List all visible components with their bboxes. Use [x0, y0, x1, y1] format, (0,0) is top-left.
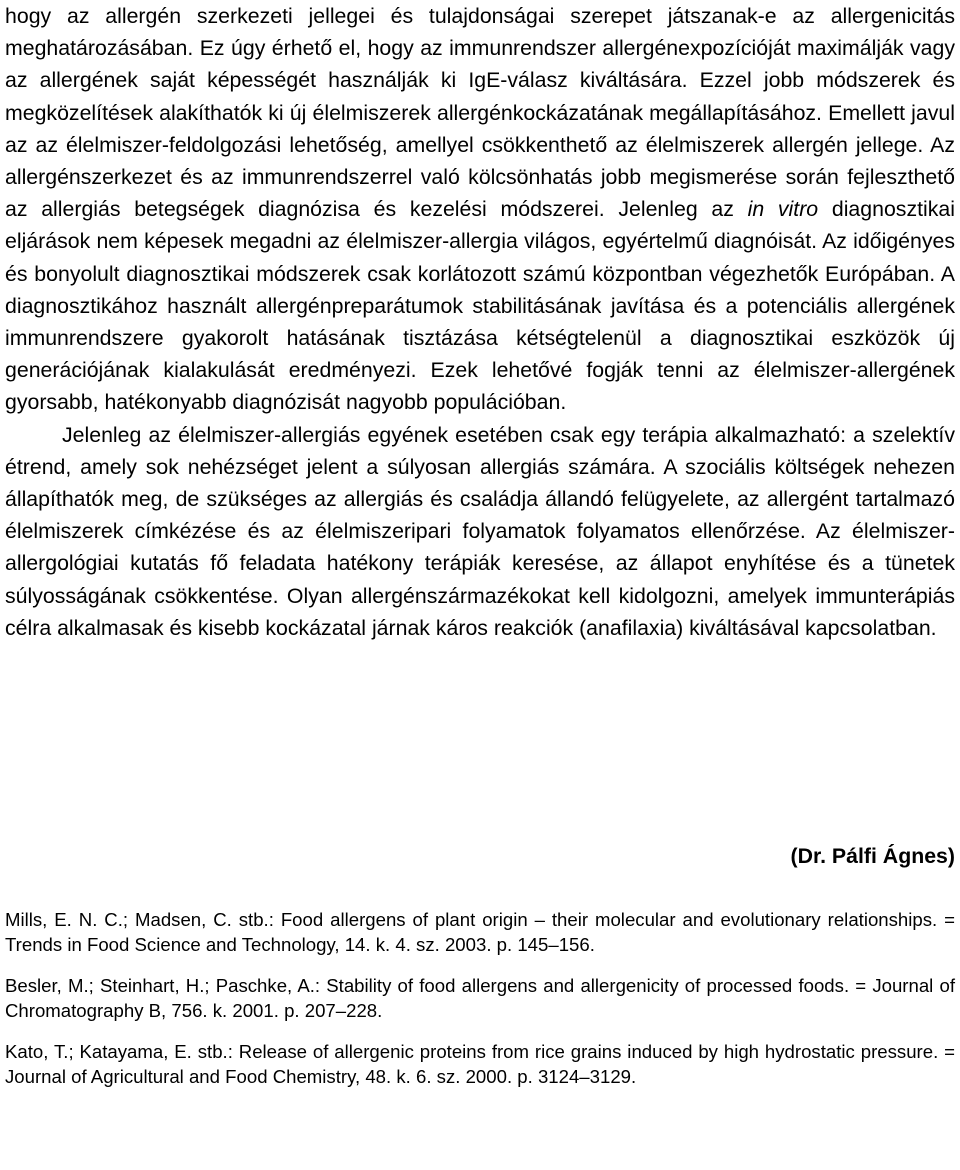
reference-list [5, 908, 955, 1106]
reference-item: Besler, M.; Steinhart, H.; Paschke, A.: Stability of food allergens and allergenicity of processed foods. = Journal of Chromatography B, 756. k. 2001. p. 207–228. [5, 975, 955, 1021]
paragraph-1-text-b: diagnosztikai eljárások nem képesek megadni az élelmiszer-allergia világos, egyértelmű diagnóisát. Az időigényes és bonyolult diagnosztikai módszerek csak korlátozott számú központban végezhetők Európában. A diagnosztikához használt allergénpreparátumok stabilitásának javítása és a potenciális allergének immunrendszere gyakorolt hatásának tisztázása kétségtelenül a diagnosztikai eszközök új generációjának kialakulását eredményezi. Ezek lehetővé fogják tenni az élelmiszer-allergének gyorsabb, hatékonyabb diagnózisát nagyobb populációban. [5, 197, 955, 415]
paragraph-2: Jelenleg az élelmiszer-allergiás egyének esetében csak egy terápia alkalmazható: a szelektív étrend, amely sok nehézséget jelent a súlyosan allergiás számára. A szociális költségek nehezen állapíthatók meg, de szükséges az allergiás és családja állandó felügyelete, az allergént tartalmazó élelmiszerek címkézése és az élelmiszeripari folyamatok folyamatos ellenőrzése. Az élelmiszer-allergológiai kutatás fő feladata hatékony terápiák keresése, az állapot enyhítése és a tünetek súlyosságának csökkentése. Olyan allergénszármazékokat kell kidolgozni, amelyek immunterápiás célra alkalmasak és kisebb kockázatal járnak káros reakciók (anafilaxia) kiváltásával kapcsolatban. [5, 422, 955, 640]
reference-item: Kato, T.; Katayama, E. stb.: Release of allergenic proteins from rice grains induced by high hydrostatic pressure. = Journal of Agricultural and Food Chemistry, 48. k. 6. sz. 2000. p. 3124–3129. [5, 1041, 955, 1087]
document-page [5, 0, 955, 1087]
paragraph-1 [5, 0, 955, 419]
paragraph-1-italic: in vitro [747, 197, 819, 222]
paragraph-1-text-a: hogy az allergén szerkezeti jellegei és tulajdonságai szerepet játszanak-e az allergenicitás meghatározásában. Ez úgy érhető el, hogy az immunrendszer allergénexpozícióját maximálják vagy az allergének saját képességét használják ki IgE-válasz kiváltására. Ezzel jobb módszerek és megközelítések alakíthatók ki új élelmiszerek allergénkockázatának megállapításához. Emellett javul az az élelmiszer-feldolgozási lehetőség, amellyel csökkenthető az élelmiszerek allergén jellege. Az allergénszerkezet és az immunrendszerrel való kölcsönhatás jobb megismerése során fejleszthető az allergiás betegségek diagnózisa és kezelési módszerei. Jelenleg az [5, 4, 955, 222]
author-signature: (Dr. Pálfi Ágnes) [790, 844, 955, 868]
reference-item: Mills, E. N. C.; Madsen, C. stb.: Food allergens of plant origin – their molecular and evolutionary relationships. = Trends in Food Science and Technology, 14. k. 4. sz. 2003. p. 145–156. [5, 909, 955, 955]
